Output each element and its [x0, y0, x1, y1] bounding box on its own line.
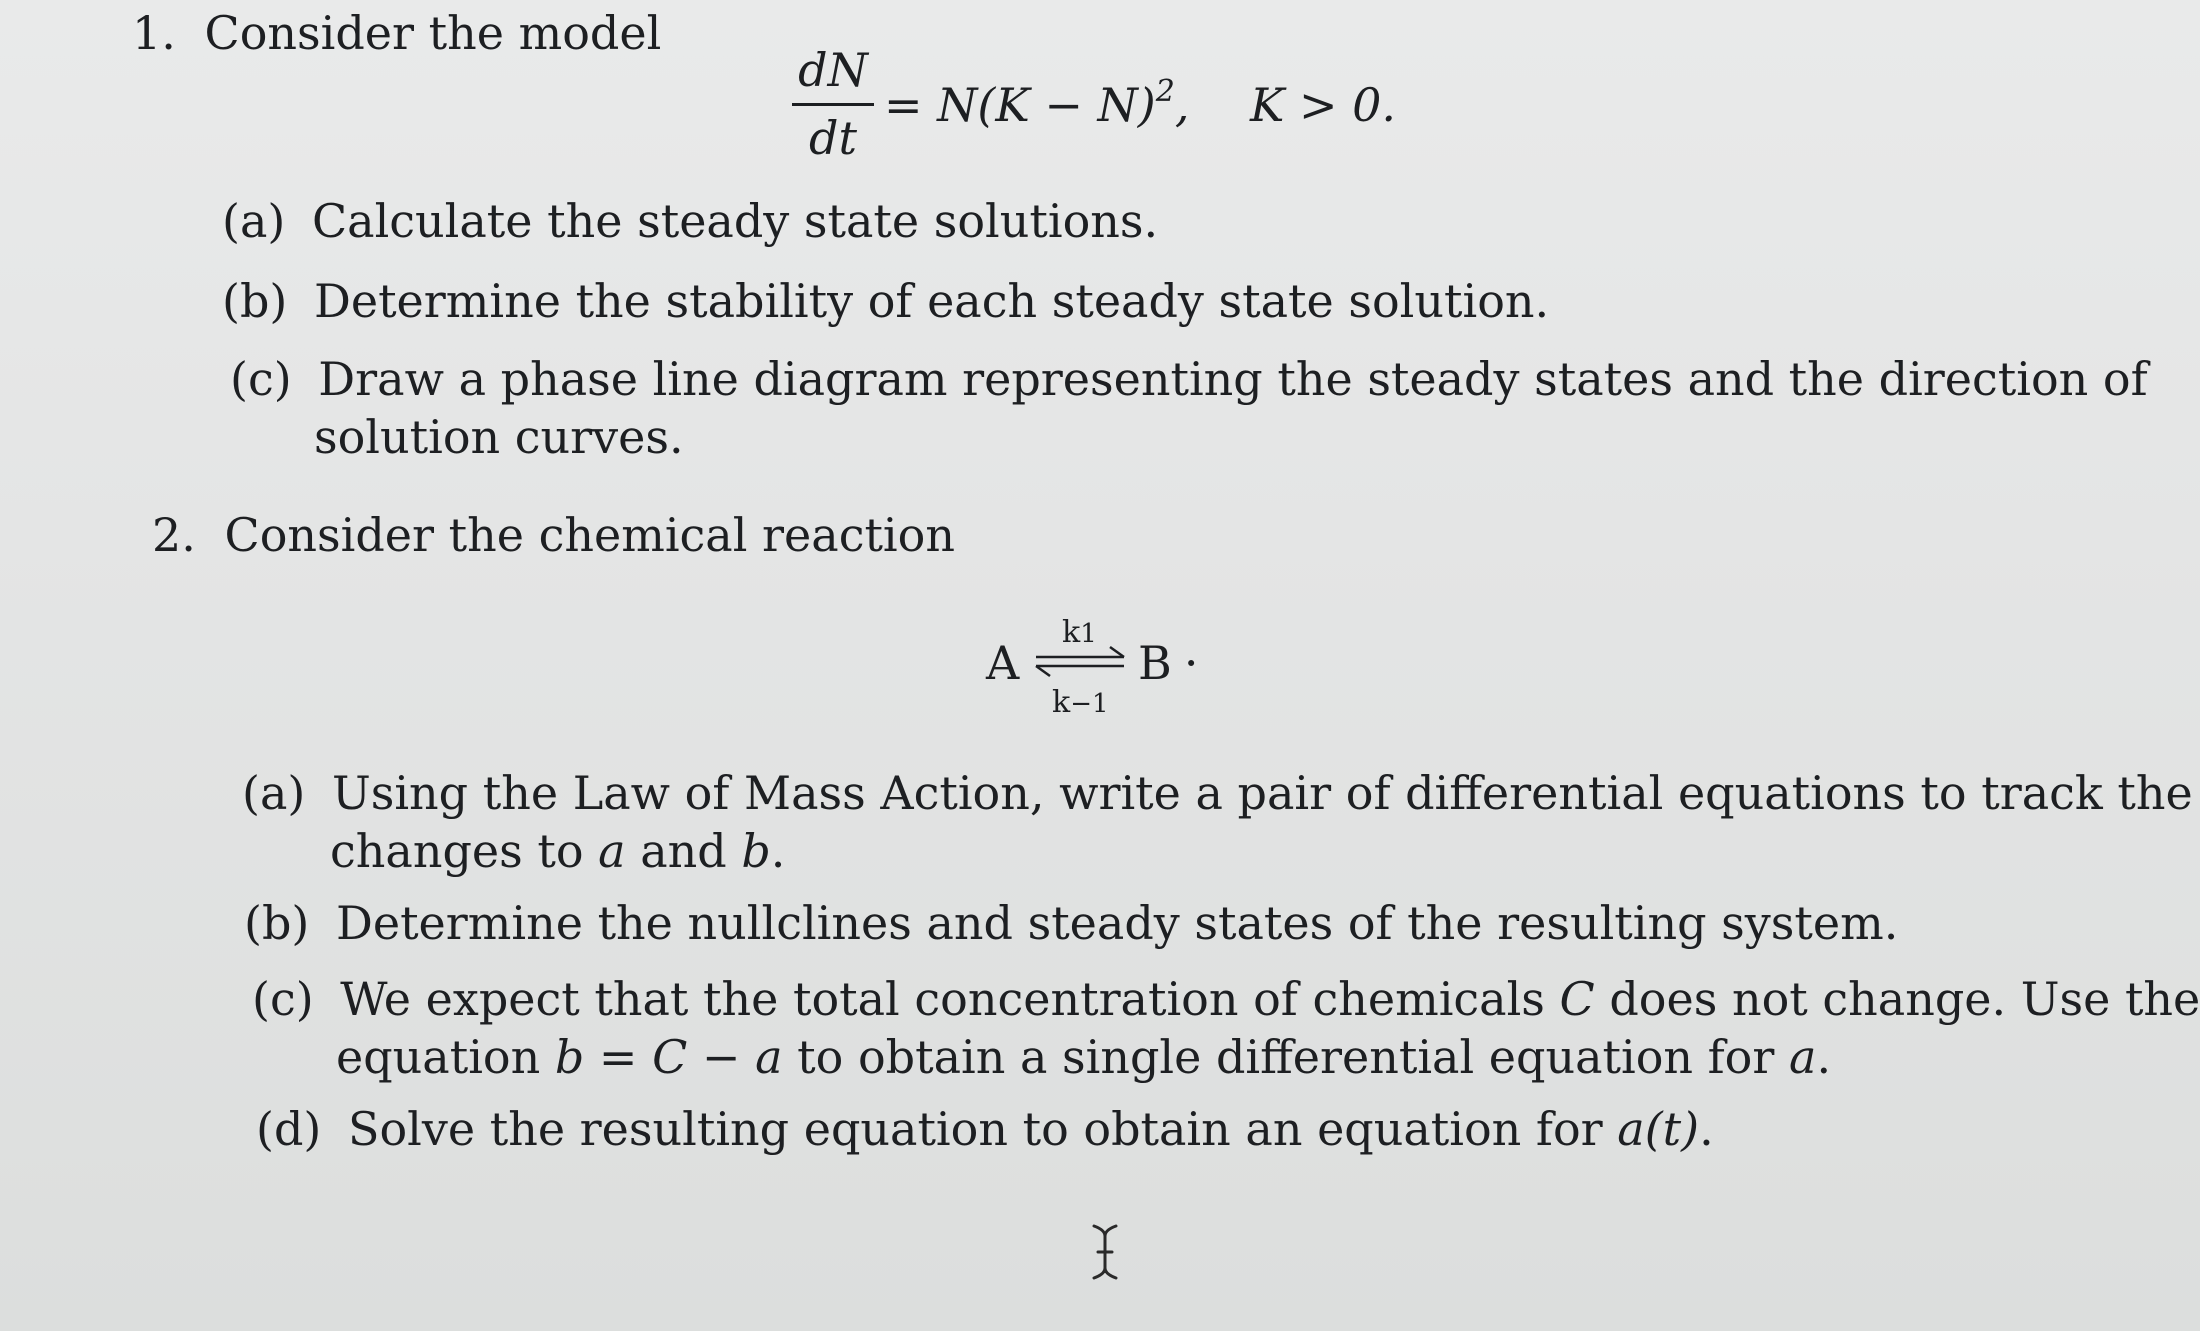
rate-backward-sub: −1 [1070, 689, 1109, 719]
rate-forward-k: k [1062, 615, 1081, 650]
q1-eq-fraction-bar [792, 103, 874, 106]
reversible-arrow [1030, 644, 1130, 684]
q2-part-d-end: . [1699, 1102, 1714, 1156]
q1-part-a [222, 192, 1158, 250]
q2-part-c-pre: We expect that the total concentration of chemicals [340, 972, 1560, 1026]
q2-part-a-post: . [770, 824, 786, 878]
q1-eq-rhs [884, 76, 1189, 141]
q1-part-c [230, 350, 2148, 408]
q2-part-c-var-C: C [1559, 972, 1595, 1026]
q2-part-c-var-a: a [1789, 1030, 1817, 1084]
q2-part-a-pre: changes to [330, 824, 599, 878]
q2-part-a-var-b: b [741, 824, 771, 878]
q1-eq-denominator: dt [809, 111, 857, 165]
q1-part-a-text: Calculate the steady state solutions. [311, 194, 1159, 248]
q1-part-c-label: (c) [230, 352, 292, 406]
q2-part-a [242, 764, 2193, 822]
q2-part-b-label: (b) [244, 896, 310, 950]
q1-eq-exponent: 2 [1155, 74, 1175, 109]
forward-arrow-head [1110, 647, 1124, 657]
q2-intro: Consider the chemical reaction [224, 508, 955, 562]
q2-part-a-line2 [330, 822, 785, 880]
q2-part-c [252, 970, 2200, 1028]
reaction-left: A [986, 636, 1020, 690]
q1-intro: Consider the model [204, 6, 662, 60]
rate-forward-sub: 1 [1080, 619, 1097, 649]
q2-part-c-line2 [336, 1028, 1831, 1086]
q2-part-a-mid: and [625, 824, 742, 878]
q2-part-a-line1: Using the Law of Mass Action, write a pair of differential equations to track the [331, 766, 2193, 820]
q2-part-c-end: . [1816, 1030, 1832, 1084]
q1-eq-comma: , [1174, 78, 1190, 132]
text-cursor-icon [1088, 1222, 1122, 1282]
q1-part-b-text: Determine the stability of each steady state solution. [313, 274, 1550, 328]
q1-part-c-line2: solution curves. [314, 410, 684, 464]
q2-part-d-label: (d) [256, 1102, 322, 1156]
q2-part-a-label: (a) [242, 766, 306, 820]
rate-backward-k: k [1052, 685, 1071, 720]
q1-part-b-label: (b) [222, 274, 288, 328]
q2-part-c-label: (c) [252, 972, 314, 1026]
backward-arrow-head [1036, 666, 1050, 676]
q1-part-a-label: (a) [222, 194, 286, 248]
q2-part-c-line2-post: to obtain a single differential equation for [782, 1030, 1789, 1084]
q1-number: 1. [132, 6, 176, 60]
reaction-dot: · [1183, 636, 1199, 690]
q2-part-d [256, 1100, 1714, 1158]
q1-part-c-line1: Draw a phase line diagram representing the steady states and the direction of [318, 352, 2148, 406]
q1-header [132, 4, 661, 62]
reaction-right-text: B [1138, 636, 1172, 690]
q2-part-a-var-a: a [598, 824, 626, 878]
q2-part-c-post: does not change. Use the [1594, 972, 2200, 1026]
rate-backward [1052, 686, 1109, 721]
q2-number: 2. [152, 508, 196, 562]
q1-eq-numerator: dN [798, 43, 868, 97]
q2-part-d-text: Solve the resulting equation to obtain an equation for [347, 1102, 1618, 1156]
q2-header [152, 506, 955, 564]
q2-part-b-text: Determine the nullclines and steady states of the resulting system. [335, 896, 1899, 950]
q2-part-b [244, 894, 1898, 952]
q2-part-d-func: a(t) [1617, 1102, 1700, 1156]
reaction-right [1138, 634, 1198, 692]
q1-eq-rhs-text: = N(K − N) [884, 78, 1156, 132]
q2-part-c-line2-pre: equation [336, 1030, 555, 1084]
q1-eq-condition: K > 0. [1250, 78, 1397, 132]
q2-part-c-equation: b = C − a [554, 1030, 783, 1084]
q1-part-b [222, 272, 1549, 330]
